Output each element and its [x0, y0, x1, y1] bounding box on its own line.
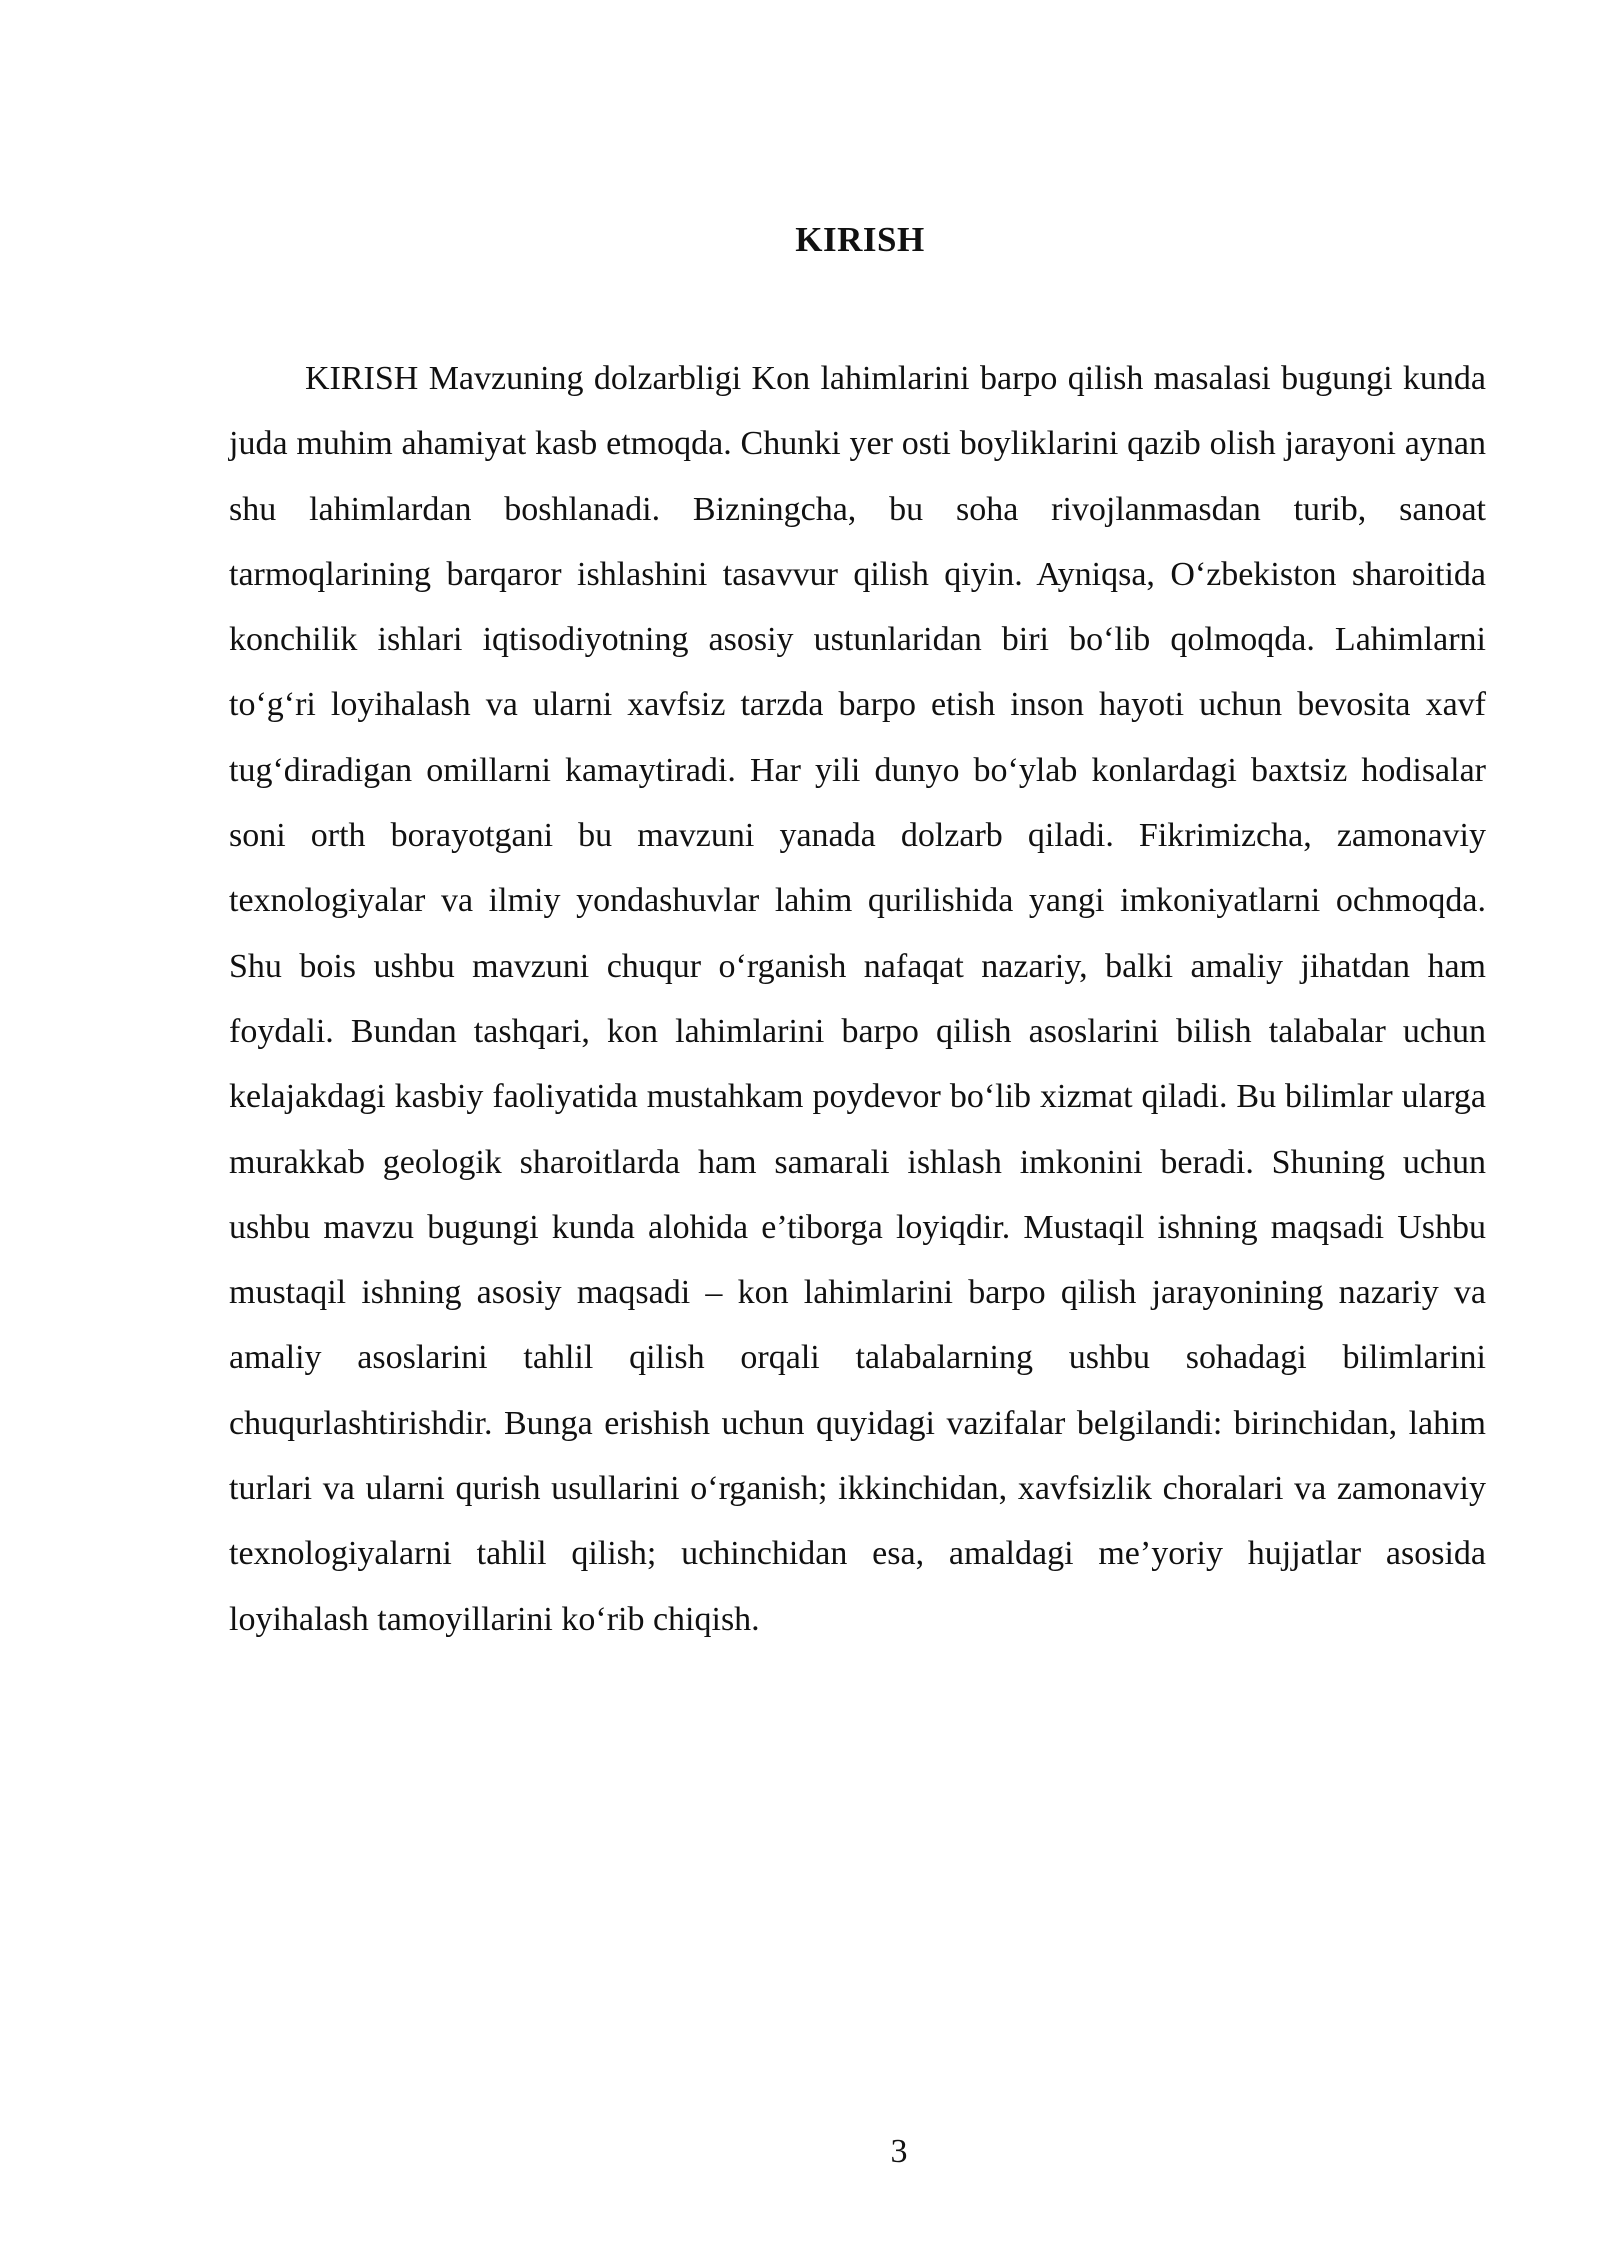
- page-number: 3: [890, 2133, 908, 2170]
- section-title: KIRISH: [795, 220, 925, 259]
- body-paragraph: KIRISH Mavzuning dolzarbligi Kon lahimlarini barpo qilish masalasi bugungi kunda juda muhim ahamiyat kasb etmoqda. Chunki yer osti boyliklarini qazib olish jarayoni aynan shu lahimlardan boshlanadi. Bizningcha, bu soha rivojlanmasdan turib, sanoat tarmoqlarining barqaror ishlashini tasavvur qilish qiyin. Ayniqsa, O‘zbekiston sharoitida konchilik ishlari iqtisodiyotning asosiy ustunlaridan biri bo‘lib qolmoqda. Lahimlarni to‘g‘ri loyihalash va ularni xavfsiz tarzda barpo etish inson hayoti uchun bevosita xavf tug‘diradigan omillarni kamaytiradi. Har yili dunyo bo‘ylab konlardagi baxtsiz hodisalar soni orth borayotgani bu mavzuni yanada dolzarb qiladi. Fikrimizcha, zamonaviy texnologiyalar va ilmiy yondashuvlar lahim qurilishida yangi imkoniyatlarni ochmoqda. Shu bois ushbu mavzuni chuqur o‘rganish nafaqat nazariy, balki amaliy jihatdan ham foydali. Bundan tashqari, kon lahimlarini barpo qilish asoslarini bilish talabalar uchun kelajakdagi kasbiy faoliyatida mustahkam poydevor bo‘lib xizmat qiladi. Bu bilimlar ularga murakkab geologik sharoitlarda ham samarali ishlash imkonini beradi. Shuning uchun ushbu mavzu bugungi kunda alohida e’tiborga loyiqdir. Mustaqil ishning maqsadi Ushbu mustaqil ishning asosiy maqsadi – kon lahimlarini barpo qilish jarayonining nazariy va amaliy asoslarini tahlil qilish orqali talabalarning ushbu sohadagi bilimlarini chuqurlashtirishdir. Bunga erishish uchun quyidagi vazifalar belgilandi: birinchidan, lahim turlari va ularni qurish usullarini o‘rganish; ikkinchidan, xavfsizlik choralari va zamonaviy texnologiyalarni tahlil qilish; uchinchidan esa, amaldagi me’yoriy hujjatlar asosida loyihalash tamoyillarini ko‘rib chiqish.: [229, 360, 1486, 1638]
